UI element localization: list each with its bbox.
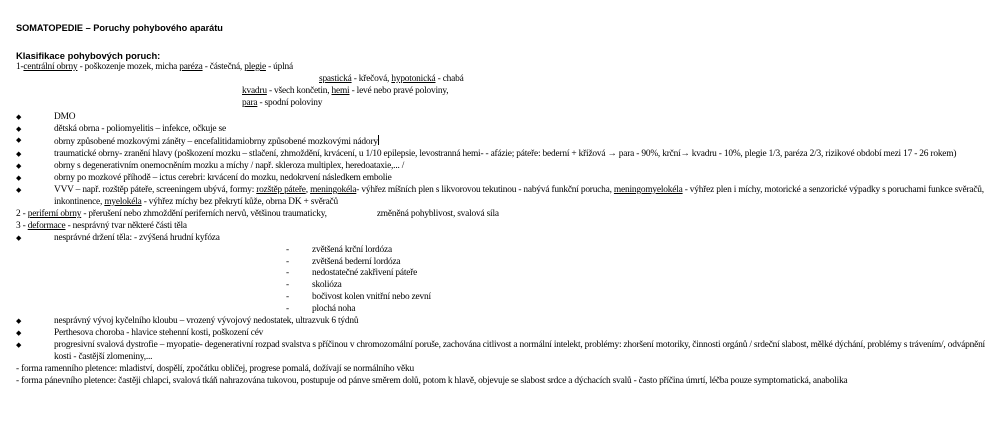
bullet-icon: ◆	[16, 186, 22, 195]
list-item	[16, 328, 992, 340]
dash-marker: -	[286, 292, 289, 303]
sub-list-item	[16, 245, 992, 257]
list-item-vvv	[16, 185, 992, 209]
bullet-icon: ◆	[16, 124, 22, 133]
para-line	[16, 98, 992, 110]
spasticka-desc: - křečová,	[351, 73, 392, 84]
dash-marker: -	[286, 244, 289, 255]
hypotonicka-desc: - chabá	[435, 73, 464, 84]
term-pareza: paréza	[179, 62, 203, 72]
section-heading: Klasifikace pohybových poruch:	[16, 50, 161, 61]
dash-marker: -	[286, 304, 289, 315]
vvv-text: - výhřez míšních plen s likvorovou tekutinou - nabývá funkční porucha,	[356, 185, 614, 196]
list-item-text: obrny po mozkové příhodě – ictus cerebri: krvácení do mozku, nedokrvení následkem embolie	[54, 173, 392, 184]
bullet-icon: ◆	[16, 233, 22, 242]
term-periferni-obrny: periferní obrny	[27, 208, 82, 219]
list-item-text: nesprávné držení těla: - zvýšená hrudní kyfóza	[54, 232, 220, 243]
list-item	[16, 149, 992, 161]
sub-list-item-text: nedostatečné zakřivení páteře	[312, 268, 418, 279]
peripheral-desc: - přerušení nebo zhmoždění periferních nervů, většinou traumaticky,	[81, 208, 327, 219]
term-myelokela: myelokéla	[104, 196, 142, 207]
list-item	[16, 173, 992, 185]
list-item-text: DMO	[54, 111, 76, 122]
item-number: 1-	[16, 62, 24, 72]
list-item-text: Perthesova choroba - hlavice stehenní kosti, poškození cév	[54, 327, 264, 338]
peripheral-right-text: změněná pohyblivost, svalová síla	[376, 208, 499, 219]
bullet-icon: ◆	[16, 317, 22, 326]
sub-list-item	[16, 280, 992, 292]
term-meningokela: meningokéla	[310, 185, 357, 196]
sub-list-item	[16, 292, 992, 304]
vvv-text: - výhřez plen i míchy, motorické a senzorické výpadky s poruchami funkce svěračů, inkontinence,	[54, 185, 984, 207]
item-number: 2 -	[16, 208, 28, 219]
term-rozstep-patere: rozštěp páteře	[256, 185, 306, 196]
item-number: 3 -	[16, 220, 28, 231]
list-item	[16, 135, 992, 149]
list-item-text: progresivní svalová dystrofie – myopatie- degenerativní rozpad svalstva s příčinou v chromozomální poruše, zachována citlivost a normální intelekt, problémy: zhoršení motoriky, činnosti orgánů / srdeční slabost, mělké dýchání, problémy s trávením/, odvápnění kosti - častější zlomeniny,...	[54, 339, 985, 362]
form-line: - forma pánevního pletence: častěji chlapci, svalová tkáň nahrazována tukovou, postupuje od pánve směrem dolů, potom k hlavě, objevuje se slabost srdce a dýchacích svalů - často příčina úmrtí, léčba pouze symptomatická, anabolika	[16, 375, 848, 386]
list-item	[16, 124, 992, 136]
sub-list-item	[16, 268, 992, 280]
vvv-separator: ,	[305, 185, 311, 196]
sub-list-item-text: zvětšená bederní lordóza	[312, 256, 401, 267]
term-para: para	[242, 97, 258, 108]
kvadru-line	[16, 86, 992, 98]
sub-list-item-text: skolióza	[312, 280, 342, 291]
spasticka-line	[16, 74, 992, 86]
term-kvadru: kvadru	[242, 85, 267, 96]
kvadru-desc: - všech končetin,	[266, 85, 332, 96]
deformace-desc: - nesprávný tvar některé části těla	[65, 220, 187, 231]
dash-marker: -	[286, 280, 289, 291]
term-spasticka: spastická	[319, 73, 352, 84]
form-line: - forma ramenního pletence: mladiství, dospělí, zpočátku obličej, progrese pomalá, dožívají se normálního věku	[16, 363, 414, 374]
plegie-desc: - úplná	[265, 62, 293, 72]
bullet-icon: ◆	[16, 174, 22, 183]
term-plegie: plegie	[244, 62, 266, 72]
vvv-text: - výhřez míchy bez překrytí kůže, obrna DK + svěračů	[141, 196, 338, 207]
list-item	[16, 340, 992, 364]
document-title: SOMATOPEDIE – Poruchy pohybového aparátu	[16, 23, 223, 33]
list-item-text: nesprávný vývoj kyčelního kloubu – vrozený vývojový nedostatek, ultrazvuk 6 týdnů	[54, 316, 359, 327]
list-item-text: obrny s degenerativním onemocněním mozku a míchy / např. skleroza multiplex, heredoataxie,... /	[54, 161, 405, 172]
dash-marker: -	[286, 256, 289, 267]
sub-list-item	[16, 304, 992, 316]
sub-list-item-text: plochá noha	[312, 304, 356, 315]
hemi-desc: - levé nebo pravé poloviny,	[349, 85, 449, 96]
dash-marker: -	[286, 268, 289, 279]
list-item	[16, 316, 992, 328]
vvv-text: VVV – např. rozštěp páteře, screeningem ubývá, formy:	[54, 185, 257, 196]
bullet-icon: ◆	[16, 162, 22, 171]
central-desc: - poškozenje mozek, micha	[77, 62, 180, 72]
document-page	[16, 22, 992, 387]
para-desc: - spodní poloviny	[257, 97, 323, 108]
list-item-text	[54, 185, 992, 209]
bullet-icon: ◆	[16, 136, 22, 145]
list-item-text: obrny způsobené mozkovými záněty – encefalitidamiobrny způsobené mozkovými nádory	[54, 137, 378, 148]
list-item	[16, 233, 992, 245]
term-hemi: hemi	[331, 85, 350, 96]
pareza-desc: - částečná,	[202, 62, 245, 72]
text-cursor	[378, 135, 379, 145]
bullet-icon: ◆	[16, 340, 22, 349]
list-item	[16, 161, 992, 173]
sub-list-item-text: zvětšená krční lordóza	[312, 244, 392, 255]
central-line	[16, 62, 992, 74]
bullet-icon: ◆	[16, 150, 22, 159]
term-deformace: deformace	[27, 220, 66, 231]
sub-list-item-text: bočivost kolen vnitřní nebo zevní	[312, 292, 431, 303]
term-meningomyelokela: meningomyelokéla	[613, 185, 683, 196]
list-item-text: dětská obrna - poliomyelitis – infekce, očkuje se	[54, 123, 226, 134]
list-item	[16, 112, 992, 124]
sub-list-item	[16, 257, 992, 269]
bullet-icon: ◆	[16, 328, 22, 337]
term-hypotonicka: hypotonická	[391, 73, 436, 84]
term-centralni-obrny: centrální obrny	[23, 62, 78, 72]
deformace-line	[16, 221, 992, 233]
peripheral-line	[16, 209, 992, 221]
list-item-text: traumatické obrny- zranění hlavy (poškození mozku – stlačení, zhmoždění, krvácení, u 1/10 epilepsie, levostranná hemi- - afázie; páteře: bederní + křížová → para - 90%, krční→ kvadru - 10%, plegie 1/3, paréza 2/3, rizikové období mezi 17 - 26 rokem)	[54, 149, 957, 160]
bullet-icon: ◆	[16, 112, 22, 121]
